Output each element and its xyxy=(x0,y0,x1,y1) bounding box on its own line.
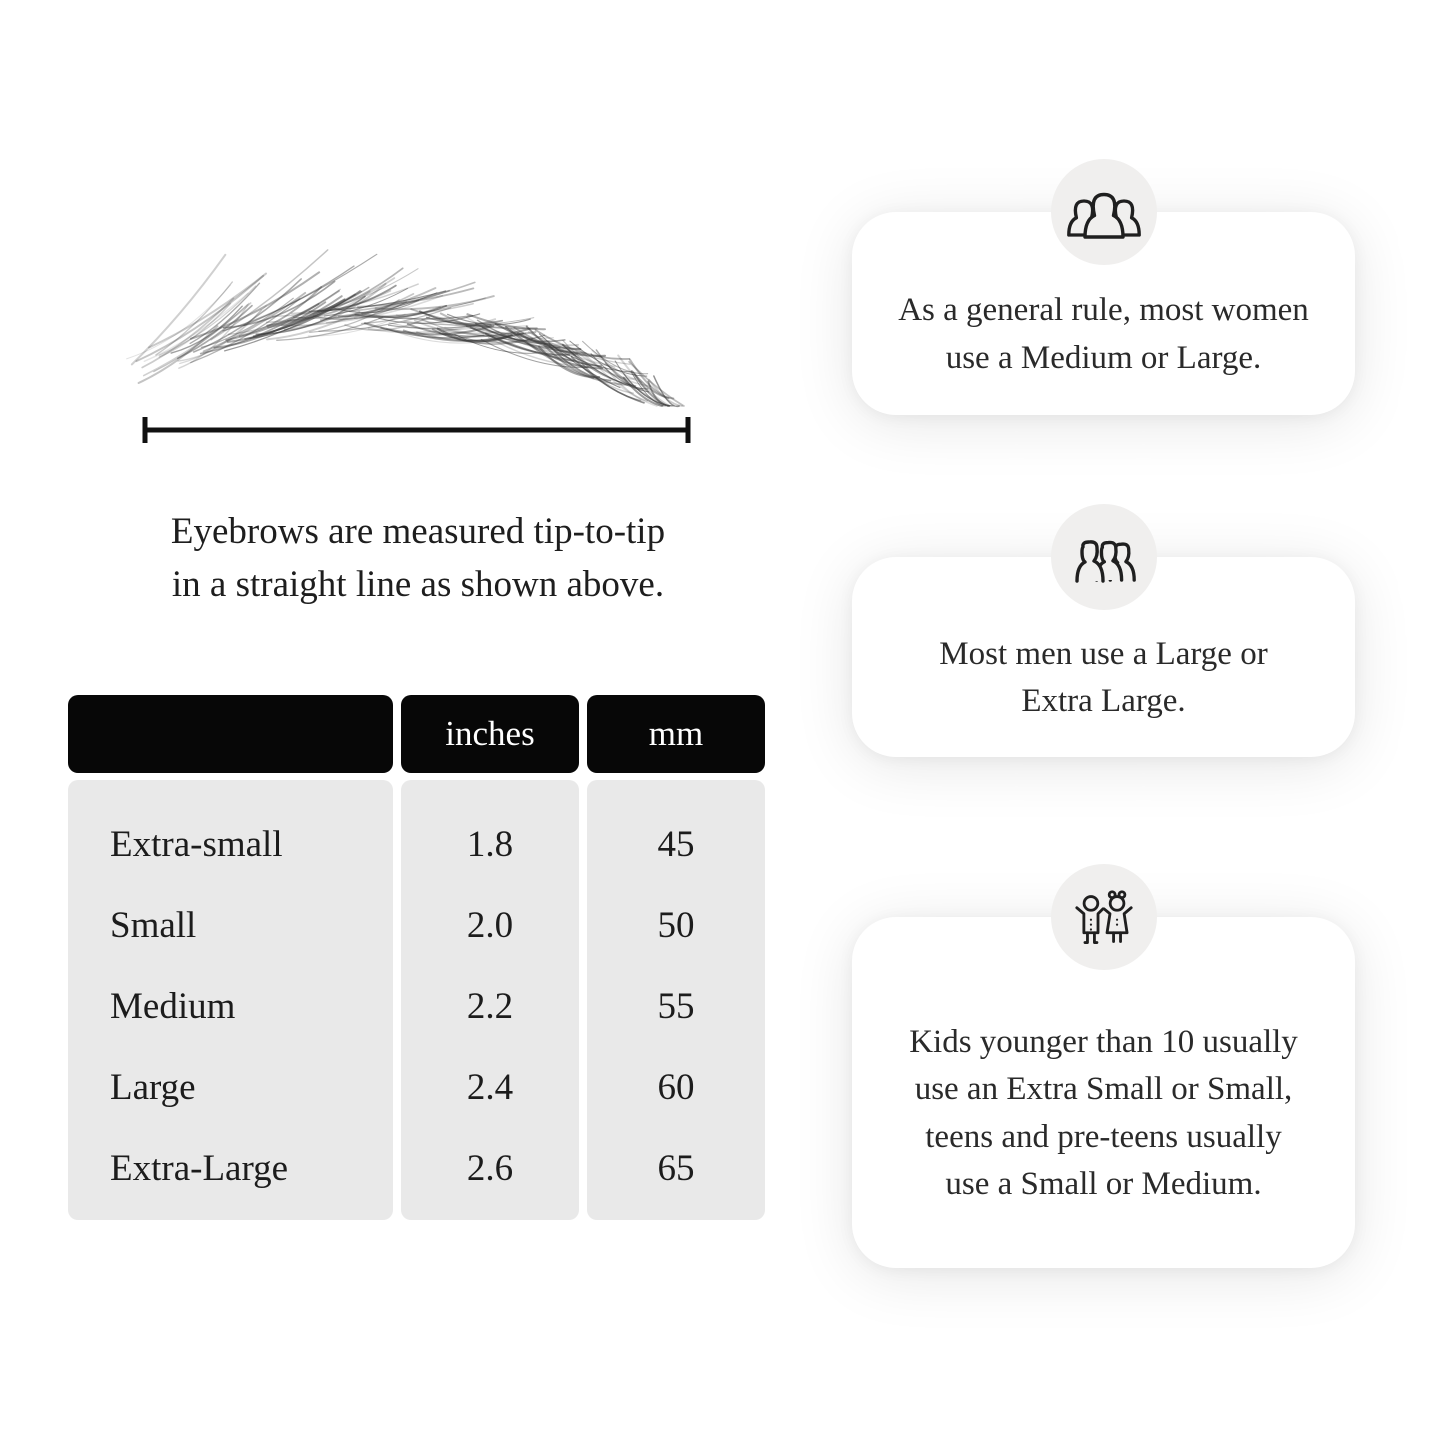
table-cell-inches: 2.2 xyxy=(466,986,514,1027)
table-cell-mm: 65 xyxy=(657,1148,695,1189)
table-column-inches xyxy=(401,780,579,1220)
table-cell-mm: 45 xyxy=(657,824,695,865)
eyebrow-hairs xyxy=(127,250,684,407)
women-group-icon xyxy=(1061,183,1147,241)
table-row-label: Small xyxy=(110,905,197,946)
size-table xyxy=(68,695,765,1220)
table-cell-inches: 2.0 xyxy=(466,905,514,946)
men-group-icon xyxy=(1060,528,1148,586)
table-header-size xyxy=(68,695,393,773)
card-text: Most men use a Large or Extra Large. xyxy=(939,635,1268,719)
card-text: As a general rule, most women use a Medium or Large. xyxy=(898,292,1309,376)
table-cell-mm: 55 xyxy=(657,986,695,1027)
eyebrow-sketch xyxy=(110,238,710,468)
table-row-label: Large xyxy=(110,1067,196,1108)
table-cell-inches: 2.6 xyxy=(466,1148,514,1189)
caption-line-1: Eyebrows are measured tip-to-tip xyxy=(170,511,666,552)
table-cell-mm: 60 xyxy=(657,1067,695,1108)
table-row-label: Medium xyxy=(110,986,236,1027)
table-row-label: Extra-Large xyxy=(110,1148,289,1189)
info-card-women xyxy=(852,212,1355,415)
measurement-caption xyxy=(118,506,718,612)
table-header-inches: inches xyxy=(401,695,579,773)
caption-line-2: in a straight line as shown above. xyxy=(171,563,665,605)
table-row-label: Extra-small xyxy=(110,824,283,865)
table-cell-mm: 50 xyxy=(657,905,695,946)
card-icon-badge xyxy=(1051,159,1157,265)
table-column-size-labels xyxy=(68,780,393,1220)
eyebrow-illustration xyxy=(110,238,710,468)
table-header-mm: mm xyxy=(587,695,765,773)
kids-icon xyxy=(1069,886,1139,948)
table-cell-inches: 2.4 xyxy=(466,1067,514,1108)
card-icon-badge xyxy=(1051,504,1157,610)
table-cell-inches: 1.8 xyxy=(466,824,514,865)
table-column-mm xyxy=(587,780,765,1220)
info-card-men xyxy=(852,557,1355,757)
card-icon-badge xyxy=(1051,864,1157,970)
info-card-kids xyxy=(852,917,1355,1268)
card-text: Kids younger than 10 usually use an Extra Small or Small, teens and pre-teens usually use a Small or Medium. xyxy=(909,1024,1298,1202)
measurement-line xyxy=(145,417,688,443)
